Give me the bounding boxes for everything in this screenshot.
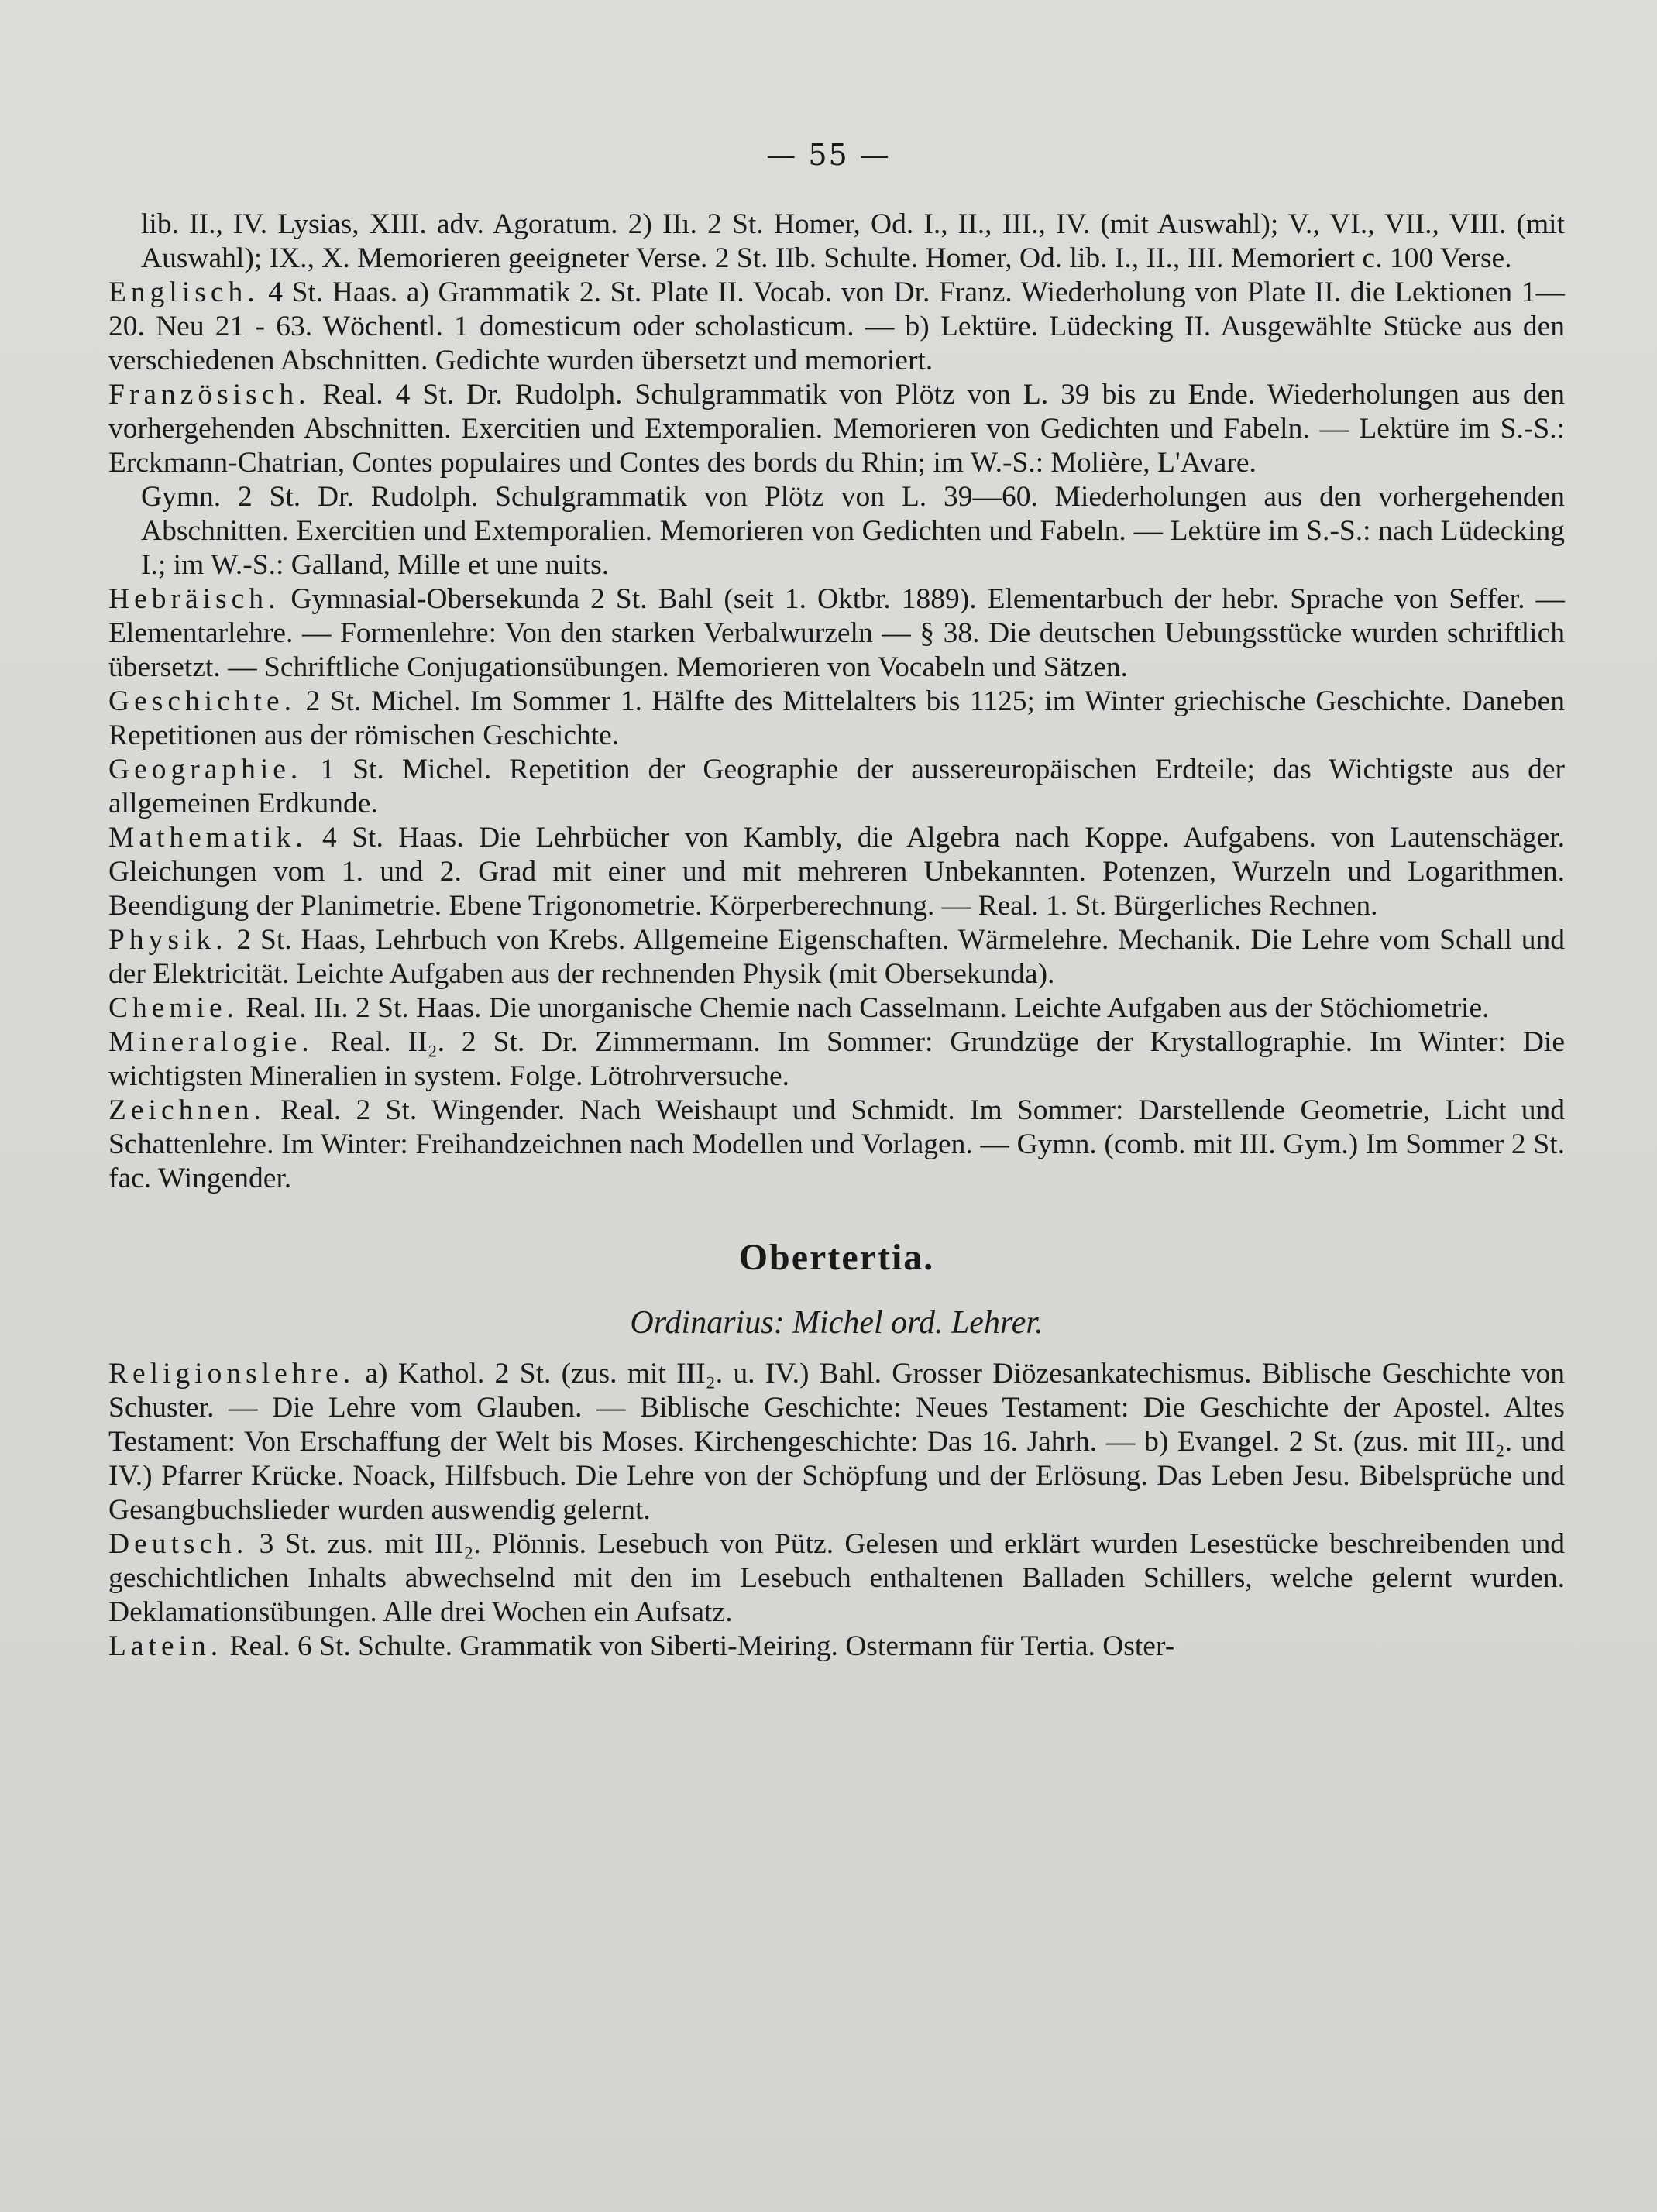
entry-text: 1 St. Michel. Repetition der Geographie der aussereuropäischen Erdteile; das Wichtigste aus der allgemeinen Erdkunde.	[108, 754, 1566, 819]
top-section	[108, 208, 1565, 1196]
entry-text: 2 St. Michel. Im Sommer 1. Hälfte des Mittelalters bis 1125; im Winter griechische Geschichte. Daneben Repetitionen aus der römischen Geschichte.	[108, 685, 1565, 751]
entry-paragraph	[108, 753, 1565, 821]
entry-paragraph	[108, 923, 1565, 991]
entry-paragraph	[108, 208, 1565, 276]
subject-label: Religionslehre.	[108, 1358, 356, 1389]
subject-label: Mineralogie.	[108, 1026, 314, 1058]
entry-text: Gymnasial-Obersekunda 2 St. Bahl (seit 1. Oktbr. 1889). Elementarbuch der hebr. Sprache von Seffer. — Elementarlehre. — Formenlehre: Von den starken Verbalwurzeln — § 38. Die deutschen Uebungsstücke wurden schriftlich übersetzt. — Schriftliche Conjugationsübungen. Memorieren von Vocabeln und Sätzen.	[108, 583, 1566, 683]
entry-text: 3 St. zus. mit III₂. Plönnis. Lesebuch von Pütz. Gelesen und erklärt wurden Lesestücke beschreibenden und geschichtlichen Inhalts abwechselnd mit den im Lesebuch enthaltenen Balladen Schillers, welche gelernt wurden. Deklamationsübungen. Alle drei Wochen ein Aufsatz.	[108, 1528, 1565, 1628]
entry-text: Gymn. 2 St. Dr. Rudolph. Schulgrammatik von Plötz von L. 39—60. Miederholungen aus den vorhergehenden Abschnitten. Exercitien und Extemporalien. Memorieren von Gedichten und Fabeln. — Lektüre im S.-S.: nach Lüdecking I.; im W.-S.: Galland, Mille et une nuits.	[141, 481, 1565, 581]
subject-label: Latein.	[108, 1630, 223, 1662]
entry-text: Real. II₂. 2 St. Dr. Zimmermann. Im Sommer: Grundzüge der Krystallographie. Im Winter: Die wichtigsten Mineralien in system. Folge. Lötrohrversuche.	[108, 1026, 1565, 1092]
subject-label: Physik.	[108, 924, 228, 956]
entry-text: a) Kathol. 2 St. (zus. mit III₂. u. IV.) Bahl. Grosser Diözesankatechismus. Biblische Geschichte von Schuster. — Die Lehre vom Glauben. — Biblische Geschichte: Neues Testament: Die Geschichte der Apostel. Altes Testament: Von Erschaffung der Welt bis Moses. Kirchengeschichte: Das 16. Jahrh. — b) Evangel. 2 St. (zus. mit III₂. und IV.) Pfarrer Krücke. Noack, Hilfsbuch. Die Lehre von der Schöpfung und der Erlösung. Das Leben Jesu. Bibelsprüche und Gesangbuchslieder wurden auswendig gelernt.	[108, 1358, 1565, 1526]
entry-paragraph	[108, 1527, 1565, 1630]
subject-label: Geschichte.	[108, 685, 296, 717]
subject-label: Französisch.	[108, 379, 311, 410]
entry-paragraph	[108, 821, 1565, 923]
obertertia-section	[108, 1357, 1565, 1664]
subject-label: Hebräisch.	[108, 583, 280, 615]
ordinarius-line: Ordinarius: Michel ord. Lehrer.	[630, 1305, 1043, 1341]
entry-paragraph	[108, 276, 1565, 378]
subject-label: Geographie.	[108, 754, 303, 785]
entry-paragraph	[108, 1025, 1565, 1094]
entry-paragraph	[108, 991, 1565, 1025]
entry-text: 2 St. Haas, Lehrbuch von Krebs. Allgemeine Eigenschaften. Wärmelehre. Mechanik. Die Lehre vom Schall und der Elektricität. Leichte Aufgaben aus der rechnenden Physik (mit Obersekunda).	[108, 924, 1566, 990]
page-number: — 55 —	[766, 138, 891, 172]
entry-text: Real. 4 St. Dr. Rudolph. Schulgrammatik von Plötz von L. 39 bis zu Ende. Wiederholungen aus den vorhergehenden Abschnitten. Exercitien und Extemporalien. Memorieren von Gedichten und Fabeln. — Lektüre im S.-S.: Erckmann-Chatrian, Contes populaires und Contes des bords du Rhin; im W.-S.: Molière, L'Avare.	[108, 379, 1565, 479]
entry-text: Real. 2 St. Wingender. Nach Weishaupt und Schmidt. Im Sommer: Darstellende Geometrie, Licht und Schattenlehre. Im Winter: Freihandzeichnen nach Modellen und Vorlagen. — Gymn. (comb. mit III. Gym.) Im Sommer 2 St. fac. Wingender.	[108, 1094, 1566, 1194]
entry-paragraph	[108, 480, 1565, 582]
subject-label: Deutsch.	[108, 1528, 249, 1560]
entry-paragraph	[108, 378, 1565, 480]
body-text	[108, 208, 1565, 1664]
subject-label: Chemie.	[108, 992, 239, 1024]
entry-text: Real. 6 St. Schulte. Grammatik von Siberti-Meiring. Ostermann für Tertia. Oster-	[229, 1630, 1175, 1662]
entry-text: lib. II., IV. Lysias, XIII. adv. Agoratum. 2) IIı. 2 St. Homer, Od. I., II., III., IV. (mit Auswahl); V., VI., VII., VIII. (mit Auswahl); IX., X. Memorieren geeigneter Verse. 2 St. IIb. Schulte. Homer, Od. lib. I., II., III. Memoriert c. 100 Verse.	[141, 208, 1565, 274]
entry-paragraph	[108, 1630, 1565, 1664]
entry-paragraph	[108, 1094, 1565, 1196]
entry-text: 4 St. Haas. a) Grammatik 2. St. Plate II. Vocab. von Dr. Franz. Wiederholung von Plate II. die Lektionen 1—20. Neu 21 - 63. Wöchentl. 1 domesticum oder scholasticum. — b) Lektüre. Lüdecking II. Ausgewählte Stücke aus den verschiedenen Abschnitten. Gedichte wurden übersetzt und memoriert.	[108, 276, 1566, 376]
subject-label: Mathematik.	[108, 822, 308, 854]
entry-paragraph	[108, 582, 1565, 685]
entry-paragraph	[108, 685, 1565, 753]
entry-text: Real. IIı. 2 St. Haas. Die unorganische Chemie nach Casselmann. Leichte Aufgaben aus der Stöchiometrie.	[246, 992, 1490, 1024]
entry-text: 4 St. Haas. Die Lehrbücher von Kambly, die Algebra nach Koppe. Aufgabens. von Lautenschäger. Gleichungen vom 1. und 2. Grad mit einer und mit mehreren Unbekannten. Potenzen, Wurzeln und Logarithmen. Beendigung der Planimetrie. Ebene Trigonometrie. Körperberechnung. — Real. 1. St. Bürgerliches Rechnen.	[108, 822, 1565, 922]
section-heading: Obertertia.	[738, 1237, 935, 1278]
subject-label: Zeichnen.	[108, 1094, 266, 1126]
subject-label: Englisch.	[108, 276, 260, 308]
entry-paragraph	[108, 1357, 1565, 1527]
